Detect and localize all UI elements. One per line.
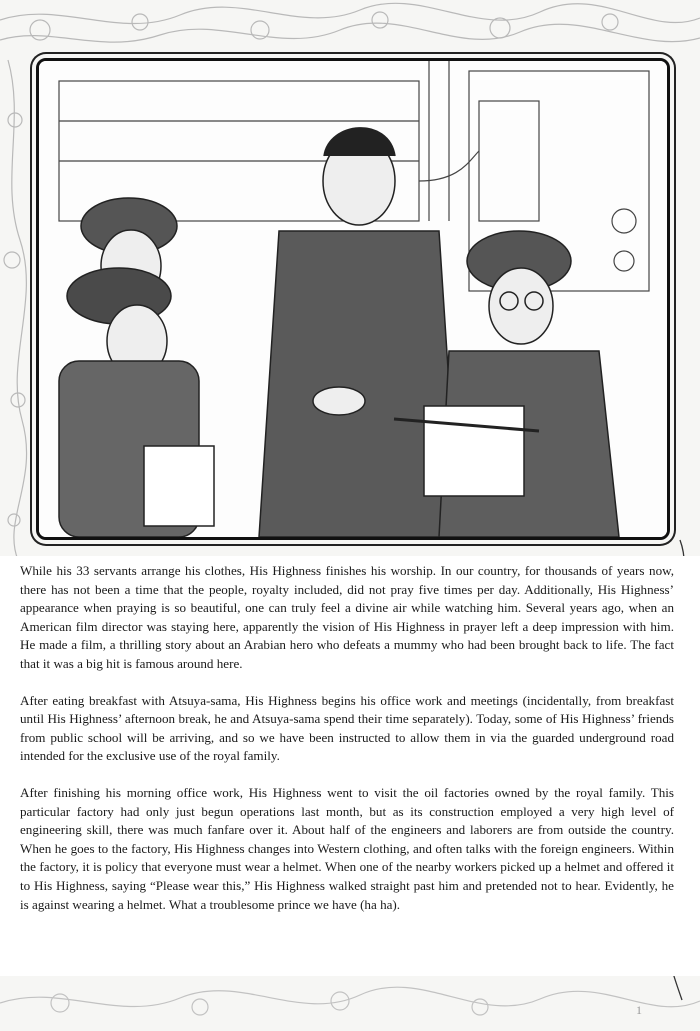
narrative-text xyxy=(20,562,674,932)
paragraph-1: While his 33 servants arrange his clothes, His Highness finishes his worship. In our country, for thousands of years now, there has not been a time that the people, royalty included, did not pray five times per day. Additionally, His Highness’ appearance when praying is so beautiful, one can truly feel a divine air while watching him. Several years ago, when an American film director was staying here, apparently the vision of His Highness in prayer left a deep impression with him. He made a film, a thrilling story about an Arabian hero who defeats a mummy who had been brought back to life. The fact that it was a big hit is famous around here. xyxy=(20,563,674,671)
page-number: 1 xyxy=(636,1003,642,1017)
manga-illustration xyxy=(36,58,670,540)
bottom-frieze-ornament xyxy=(0,973,700,1031)
paragraph-3: After finishing his morning office work, His Highness went to visit the oil factories owned by the royal family. This particular factory had only just begun operations last month, but as its construction employed a very high level of engineering skill, there was much fanfare over it. About half of the engineers and laborers are from outside the country. When he goes to the factory, His Highness changes into Western clothing, and often talks with the foreign engineers. Within the factory, it is policy that everyone must wear a helmet. When one of the nearby workers picked up a helmet and offered it to His Highness, saying “Please wear this,” His Highness walked straight past him and pretended not to hear. Evidently, he is against wearing a helmet. What a troublesome prince we have (ha ha). xyxy=(20,784,674,912)
paragraph-2: After eating breakfast with Atsuya-sama, His Highness begins his office work and meetings (incidentally, from breakfast until His Highness’ afternoon break, he and Atsuya-sama spend their time separately). Today, some of His Highness’ friends from public school will be arriving, and so we have been instructed to allow them in via the guarded underground road intended for the exclusive use of the royal family. xyxy=(20,692,674,764)
